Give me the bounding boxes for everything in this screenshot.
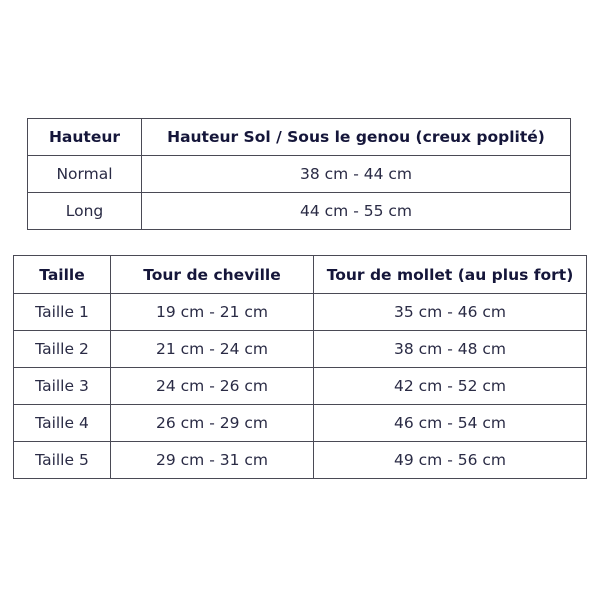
table-row xyxy=(14,294,587,331)
table-cell: 42 cm - 52 cm xyxy=(314,368,587,405)
header-cell-hauteur-sol: Hauteur Sol / Sous le genou (creux poplité) xyxy=(142,119,571,156)
header-cell-tour-de-mollet: Tour de mollet (au plus fort) xyxy=(314,256,587,294)
table-cell: 26 cm - 29 cm xyxy=(111,405,314,442)
table-cell: 21 cm - 24 cm xyxy=(111,331,314,368)
table-cell: Taille 2 xyxy=(14,331,111,368)
table-cell: Taille 4 xyxy=(14,405,111,442)
table-cell: 19 cm - 21 cm xyxy=(111,294,314,331)
table-row xyxy=(14,442,587,479)
size-table xyxy=(13,255,587,479)
table-cell: 38 cm - 48 cm xyxy=(314,331,587,368)
height-table xyxy=(27,118,571,230)
header-cell-tour-de-cheville: Tour de cheville xyxy=(111,256,314,294)
table-cell: 44 cm - 55 cm xyxy=(142,193,571,230)
table-cell: 24 cm - 26 cm xyxy=(111,368,314,405)
table-row xyxy=(14,368,587,405)
table-row xyxy=(28,193,571,230)
header-cell-taille: Taille xyxy=(14,256,111,294)
table-cell: 46 cm - 54 cm xyxy=(314,405,587,442)
table-row xyxy=(14,405,587,442)
table-cell: 29 cm - 31 cm xyxy=(111,442,314,479)
table-cell: Taille 3 xyxy=(14,368,111,405)
table-header-row xyxy=(14,256,587,294)
table-cell: Taille 1 xyxy=(14,294,111,331)
table-row xyxy=(28,156,571,193)
table-cell: Taille 5 xyxy=(14,442,111,479)
header-cell-hauteur: Hauteur xyxy=(28,119,142,156)
table-cell: 49 cm - 56 cm xyxy=(314,442,587,479)
table-row xyxy=(14,331,587,368)
table-cell: 35 cm - 46 cm xyxy=(314,294,587,331)
table-cell: 38 cm - 44 cm xyxy=(142,156,571,193)
table-cell: Normal xyxy=(28,156,142,193)
table-cell: Long xyxy=(28,193,142,230)
table-header-row xyxy=(28,119,571,156)
